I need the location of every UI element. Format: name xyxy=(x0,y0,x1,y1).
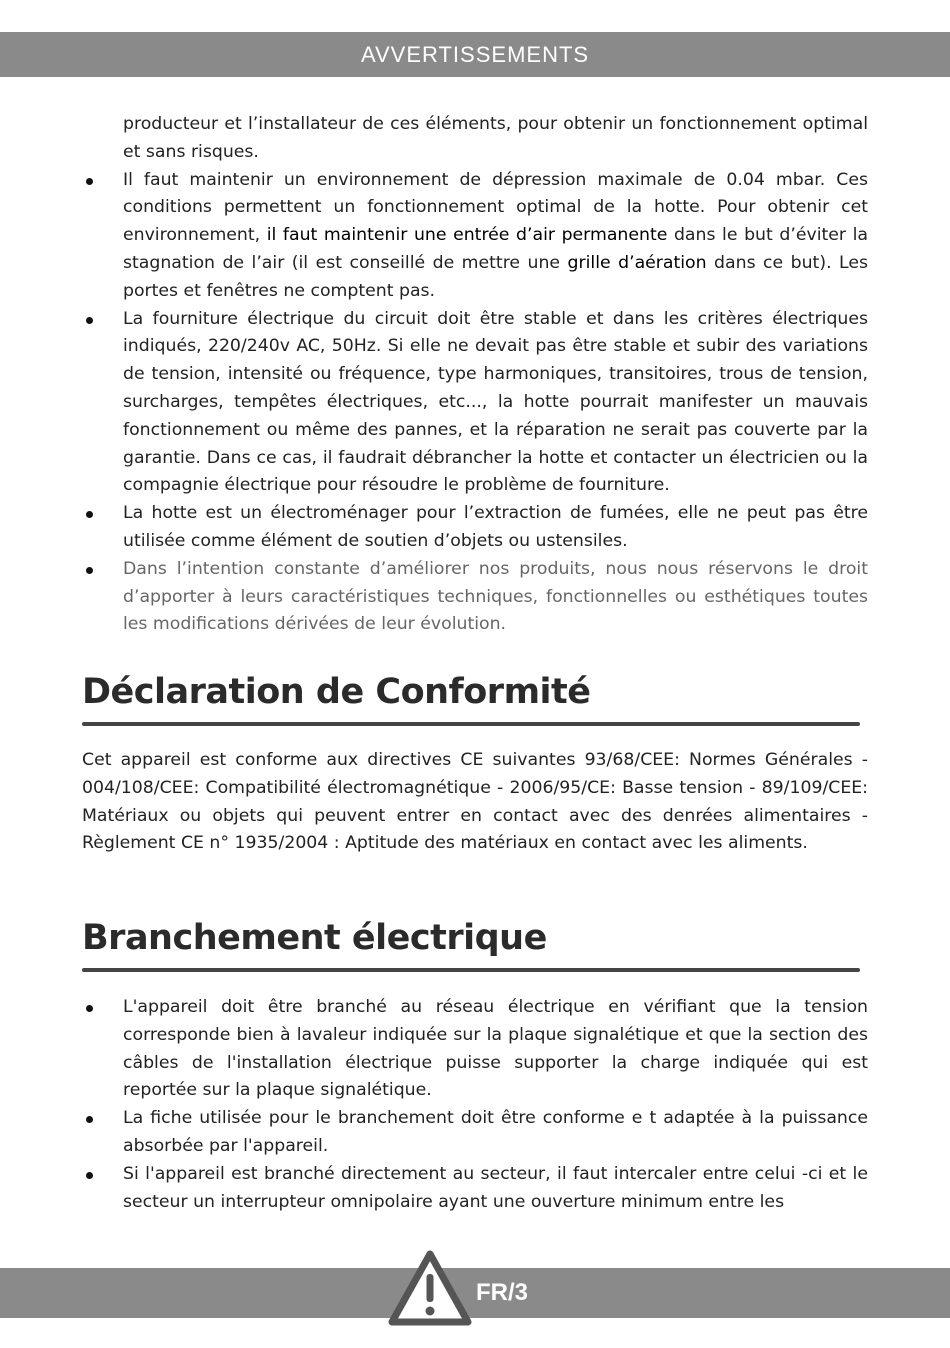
highlight-text: grille d’aération xyxy=(567,252,707,273)
header-bar xyxy=(0,32,950,77)
bullet-icon xyxy=(86,567,93,574)
bullet-icon xyxy=(86,178,93,185)
bullet-icon xyxy=(86,511,93,518)
warning-triangle-icon xyxy=(388,1250,472,1326)
list-item xyxy=(82,1161,868,1217)
item-text: Il faut maintenir un environnement de dépression maximale de 0.04 mbar. Ces conditions permettent un fonctionnement optimal de la hotte. Pour obtenir cet environnement, xyxy=(123,169,868,246)
footer-bar xyxy=(0,1268,950,1318)
item-text: La hotte est un électroménager pour l’extraction de fumées, elle ne peut pas être utilisée comme élément de soutien d’objets ou ustensiles. xyxy=(123,503,868,551)
title-divider xyxy=(82,722,860,726)
electrical-list xyxy=(82,994,868,1216)
section-title: Déclaration de Conformité xyxy=(82,672,591,712)
list-item xyxy=(82,1105,868,1161)
bullet-icon xyxy=(86,317,93,324)
bullet-icon xyxy=(86,1172,93,1179)
bullet-icon xyxy=(86,1116,93,1123)
warnings-section xyxy=(82,111,868,639)
item-text: La fiche utilisée pour le branchement doit être conforme e t adaptée à la puissance absorbée par l'appareil. xyxy=(123,1108,868,1156)
item-text: L'appareil doit être branché au réseau électrique en vérifiant que la tension corresponde bien à lavaleur indiquée sur la plaque signalétique et que la section des câbles de l'installation électrique puisse supporter la charge indiquée qui est reportée sur la plaque signalétique. xyxy=(123,997,868,1101)
page-number: FR/3 xyxy=(476,1279,529,1306)
bullet-icon xyxy=(86,1005,93,1012)
item-text: dans le but d’éviter la stagnation de l’air (il est conseillé de mettre une xyxy=(123,225,868,273)
conformity-paragraph: Cet appareil est conforme aux directives CE suivantes 93/68/CEE: Normes Générales - 004/108/CEE: Compatibilité électromagnétique - 2006/95/CE: Basse tension - 89/109/CEE: Matériaux ou objets qui peuvent entrer en contact avec des denrées alimentaires - Règlement CE n° 1935/2004 : Aptitude des matériaux en contact avec les aliments. xyxy=(82,750,868,854)
list-item xyxy=(82,500,868,556)
conformity-section xyxy=(82,672,868,858)
title-divider xyxy=(82,968,860,972)
list-item xyxy=(82,167,868,306)
section-title: Branchement électrique xyxy=(82,918,547,958)
highlight-text: il faut maintenir une entrée d’air permanente xyxy=(266,225,668,246)
list-item xyxy=(82,994,868,1105)
warnings-list xyxy=(82,167,868,640)
item-text: La fourniture électrique du circuit doit être stable et dans les critères électriques indiqués, 220/240v AC, 50Hz. Si elle ne devait pas être stable et subir des variations de tension, intensité ou fréquence, type harmoniques, transitoires, trous de tension, surcharges, tempêtes électriques, etc..., la hotte pourrait manifester un mauvais fonctionnement ou même des pannes, et la réparation ne serait pas couverte par la garantie. Dans ce cas, il faudrait débrancher la hotte et contacter un électricien ou la compagnie électrique pour résoudre le problème de fourniture. xyxy=(123,308,868,496)
continuation-paragraph: producteur et l’installateur de ces éléments, pour obtenir un fonctionnement optimal et sans risques. xyxy=(123,114,868,162)
list-item xyxy=(82,306,868,501)
item-text: Dans l’intention constante d’améliorer nos produits, nous nous réservons le droit d’apporter à leurs caractéristiques techniques, fonctionnelles ou esthétiques toutes les modifications dérivées de leur évolution. xyxy=(123,558,868,635)
header-title: AVVERTISSEMENTS xyxy=(360,41,590,67)
item-text: Si l'appareil est branché directement au secteur, il faut intercaler entre celui -ci et le secteur un interrupteur omnipolaire ayant une ouverture minimum entre les xyxy=(123,1163,868,1212)
electrical-section xyxy=(82,918,868,1216)
list-item xyxy=(82,556,868,639)
item-text: dans ce but). Les portes et fenêtres ne comptent pas. xyxy=(123,252,868,301)
